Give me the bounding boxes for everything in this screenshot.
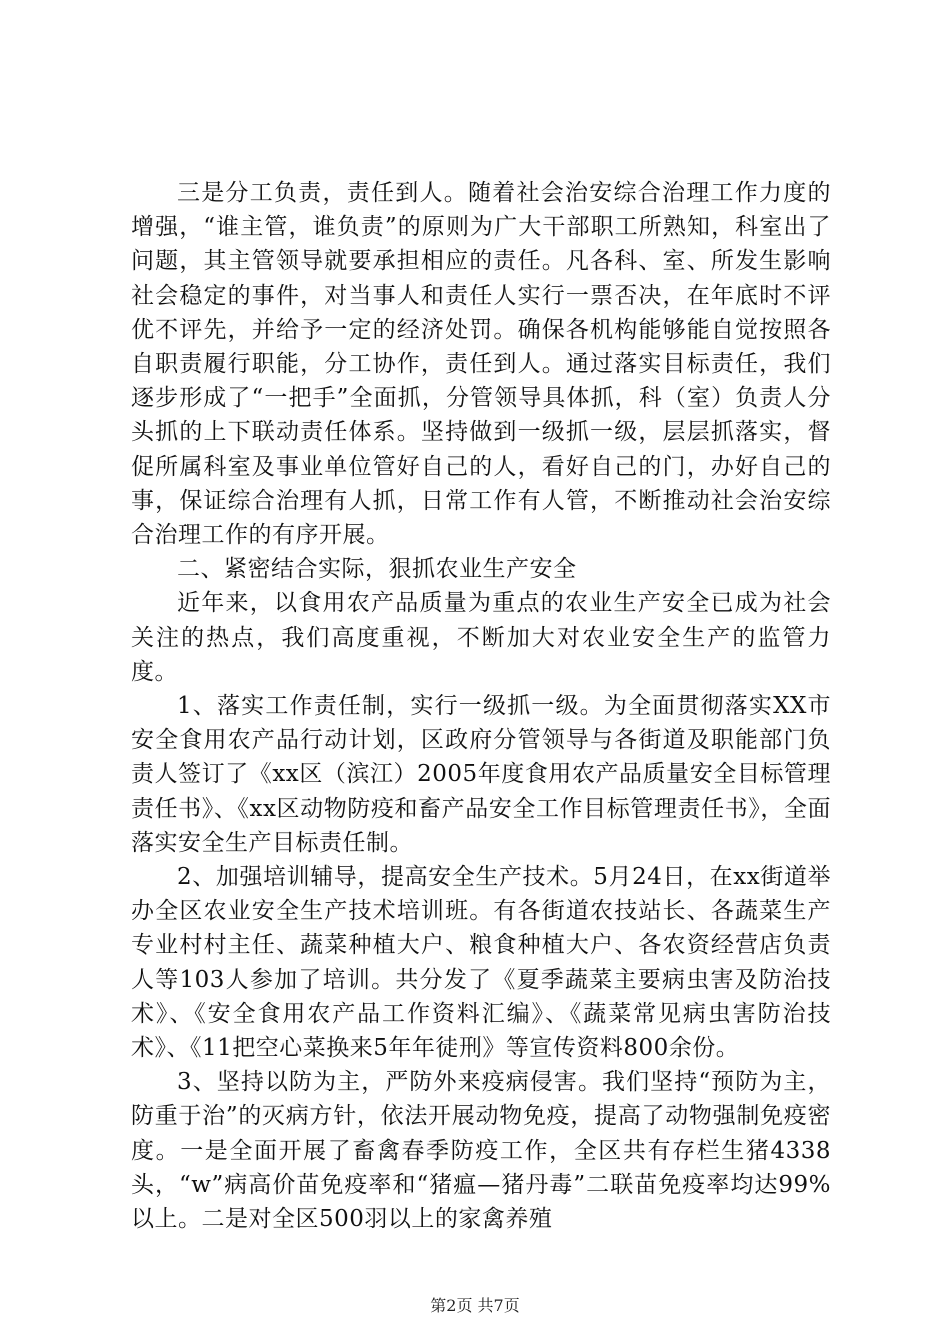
section-heading-agriculture-safety: 二、紧密结合实际，狠抓农业生产安全 [177,556,577,583]
paragraph-responsibility: 三是分工负责，责任到人。随着社会治安综合治理工作力度的增强，“谁主管，谁负责”的原则为广大干部职工所熟知，科室出了问题，其主管领导就要承担相应的责任。凡各科、室、所发生影响社会稳定的事件，对当事人和责任人实行一票否决，在年底时不评优不评先，并给予一定的经济处罚。确保各机构能够能自觉按照各自职责履行职能，分工协作，责任到人。通过落实目标责任，我们逐步形成了“一把手”全面抓，分管领导具体抓，科（室）负责人分头抓的上下联动责任体系。坚持做到一级抓一级，层层抓落实，督促所属科室及事业单位管好自己的人，看好自己的门，办好自己的事，保证综合治理有人抓，日常工作有人管，不断推动社会治安综合治理工作的有序开展。 [131,180,831,549]
paragraph-item-1: 1、落实工作责任制，实行一级抓一级。为全面贯彻落实XX市安全食用农产品行动计划，区政府分管领导与各街道及职能部门负责人签订了《xx区（滨江）2005年度食用农产品质量安全目标管理责任书》、《xx区动物防疫和畜产品安全工作目标管理责任书》，全面落实安全生产目标责任制。 [131,693,831,856]
paragraph-item-3: 3、坚持以防为主，严防外来疫病侵害。我们坚持“预防为主，防重于治”的灭病方针，依法开展动物免疫，提高了动物强制免疫密度。一是全面开展了畜禽春季防疫工作，全区共有存栏生猪4338头，“w”病高价苗免疫率和“猪瘟—猪丹毒”二联苗免疫率均达99%以上。二是对全区500羽以上的家禽养殖 [131,1069,831,1233]
page-number-footer: 第2页 共7页 [430,1296,520,1315]
document-body [131,176,831,1236]
paragraph-intro-agriculture: 近年来，以食用农产品质量为重点的农业生产安全已成为社会关注的热点，我们高度重视，不断加大对农业安全生产的监管力度。 [131,590,831,685]
paragraph-item-2: 2、加强培训辅导，提高安全生产技术。5月24日，在xx街道举办全区农业安全生产技术培训班。有各街道农技站长、各蔬菜生产专业村村主任、蔬菜种植大户、粮食种植大户、各农资经营店负责人等103人参加了培训。共分发了《夏季蔬菜主要病虫害及防治技术》、《安全食用农产品工作资料汇编》、《蔬菜常见病虫害防治技术》、《11把空心菜换来5年年徒刑》等宣传资料800余份。 [131,864,831,1062]
